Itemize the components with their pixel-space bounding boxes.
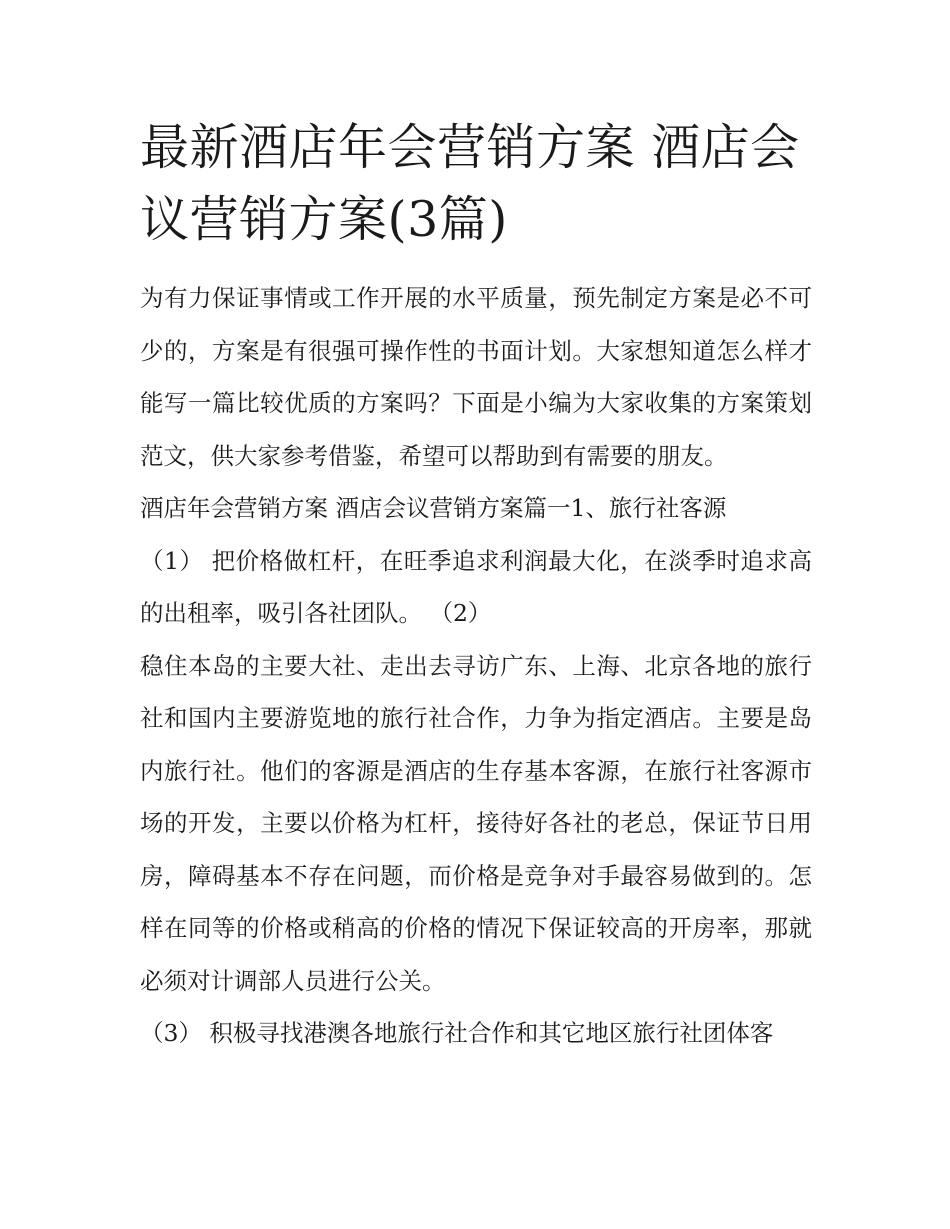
intro-paragraph: 为有力保证事情或工作开展的水平质量，预先制定方案是必不可少的，方案是有很强可操作性的书面计划。大家想知道怎么样才能写一篇比较优质的方案吗？下面是小编为大家收集的方案策划范文，供大家参考借鉴，希望可以帮助到有需要的朋友。 <box>140 284 812 470</box>
section-heading-paragraph: 酒店年会营销方案 酒店会议营销方案篇一1、旅行社客源 <box>140 494 727 522</box>
item-3-paragraph: （3） 积极寻找港澳各地旅行社合作和其它地区旅行社团体客 <box>140 1019 774 1047</box>
document-title: 最新酒店年会营销方案 酒店会议营销方案(3篇) <box>140 119 800 248</box>
document-page <box>140 112 812 1060</box>
item-1-paragraph: （1） 把价格做杠杆，在旺季追求利润最大化，在淡季时追求高的出租率，吸引各社团队。 （2） <box>140 546 812 627</box>
item-2-paragraph: 稳住本岛的主要大社、走出去寻访广东、上海、北京各地的旅行社和国内主要游览地的旅行社合作，力争为指定酒店。主要是岛内旅行社。他们的客源是酒店的生存基本客源，在旅行社客源市场的开发，主要以价格为杠杆，接待好各社的老总，保证节日用房，障碍基本不存在问题，而价格是竞争对手最容易做到的。怎样在同等的价格或稍高的价格的情况下保证较高的开房率，那就必须对计调部人员进行公关。 <box>140 651 812 995</box>
